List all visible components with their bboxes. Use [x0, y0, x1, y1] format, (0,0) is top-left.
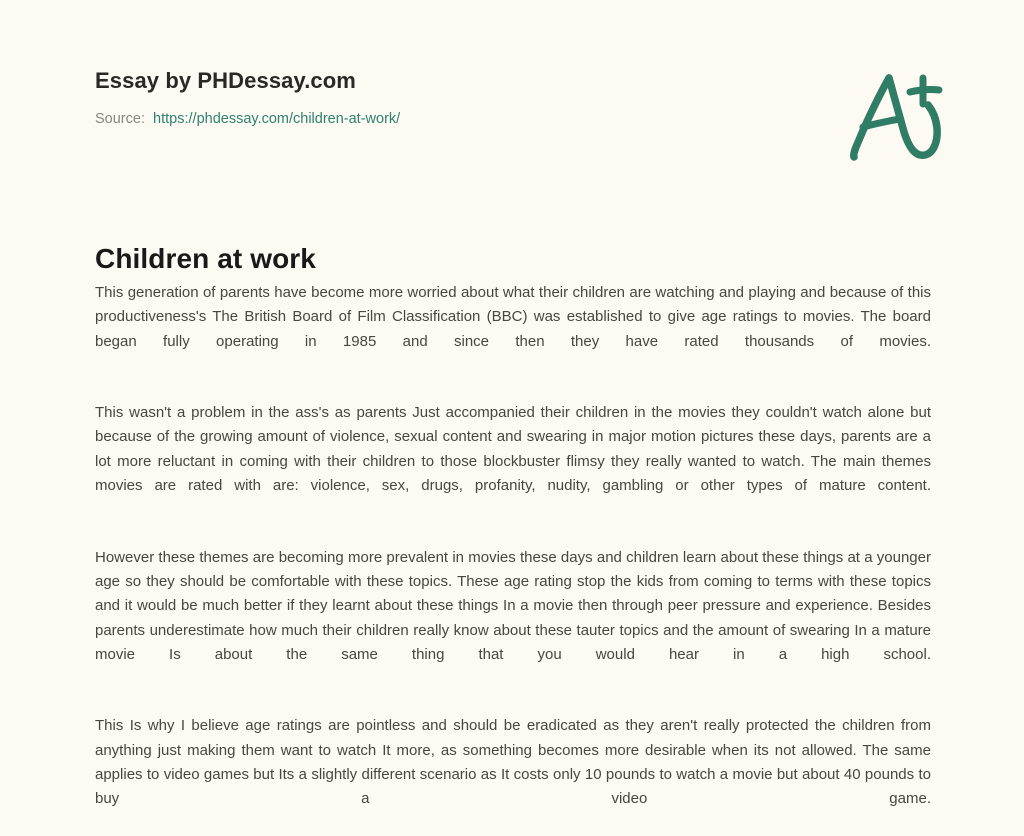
paragraph: However these themes are becoming more prevalent in movies these days and children learn about these things at a younger age so they should be comfortable with these topics. These age rating stop the kids from coming to terms with these topics and it would be much better if they learnt about these things In a movie then through peer pressure and experience. Besides parents underestimate how much their children really know about these tauter topics and the amount of swearing In a mature movie Is about the same thing that you would hear in a high school.: [95, 548, 931, 663]
source-line: [95, 110, 930, 129]
paragraph: This wasn't a problem in the ass's as parents Just accompanied their children in the movies they couldn't watch alone but because of the growing amount of violence, sexual content and swearing in major motion pictures these days, parents are a lot more reluctant in coming with their children to those blockbuster flimsy they really wanted to watch. The main themes movies are rated with are: violence, sex, drugs, profanity, nudity, gambling or other types of mature content.: [95, 404, 931, 495]
paragraph: This generation of parents have become more worried about what their children are watching and playing and because of this productiveness's The British Board of Film Classification (BBC) was established to give age ratings to movies. The board began fully operating in 1985 and since then they have rated thousands of movies.: [95, 284, 931, 350]
source-label: Source:: [95, 111, 145, 128]
paragraph: This Is why I believe age ratings are pointless and should be eradicated as they aren't really protected the children from anything just making them want to watch It more, as something becomes more desirable when its not allowed. The same applies to video games but Its a slightly different scenario as It costs only 10 pounds to watch a movie but about 40 pounds to buy a video game.: [95, 717, 931, 808]
page-header: [95, 68, 930, 178]
essay-body: [95, 281, 931, 836]
page-title: Children at work: [95, 242, 316, 274]
source-url-link[interactable]: https://phdessay.com/children-at-work/: [153, 111, 401, 128]
brand-byline: Essay by PHDessay.com: [95, 68, 356, 93]
a-plus-logo: [840, 62, 950, 167]
a-plus-icon: [840, 62, 950, 167]
